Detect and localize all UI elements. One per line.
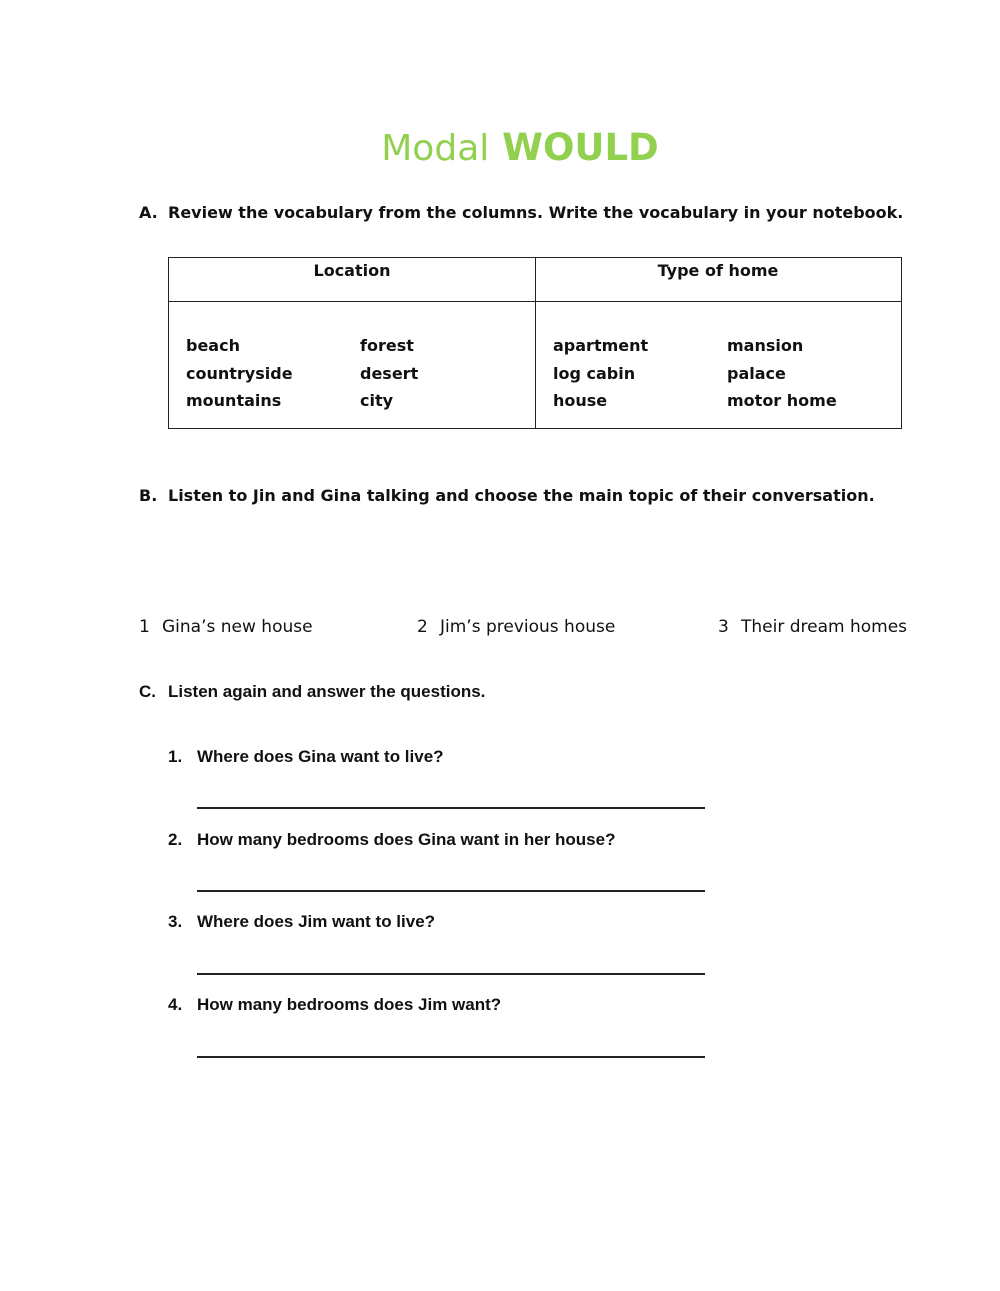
- question-number: 2.: [168, 830, 183, 849]
- vocabulary-table: [168, 257, 902, 429]
- vocab-word: motor home: [727, 391, 837, 410]
- vocab-word: log cabin: [553, 363, 636, 383]
- topic-option-2[interactable]: [417, 617, 615, 637]
- section-a-text: Review the vocabulary from the columns. Write the vocabulary in your notebook.: [168, 203, 904, 222]
- section-b-text: Listen to Jin and Gina talking and choose the main topic of their conversation.: [168, 486, 875, 505]
- vocab-word: apartment: [553, 336, 649, 355]
- option-number: 3: [718, 617, 729, 637]
- section-a-letter: A.: [139, 203, 158, 222]
- question-3: [168, 912, 435, 932]
- question-number: 1.: [168, 747, 183, 766]
- vocab-word: beach: [186, 336, 240, 355]
- answer-line-3[interactable]: [197, 957, 705, 975]
- answer-line-2[interactable]: [197, 874, 705, 892]
- section-c-letter: C.: [139, 682, 156, 701]
- type-column-2: [727, 332, 837, 415]
- answer-line-4[interactable]: [197, 1040, 705, 1058]
- question-text: Where does Jim want to live?: [197, 912, 436, 931]
- answer-line-1[interactable]: [197, 791, 705, 809]
- vocab-word: desert: [360, 363, 419, 383]
- option-label: Their dream homes: [741, 617, 908, 637]
- table-divider-horizontal: [169, 301, 901, 302]
- type-column-1: [553, 332, 648, 415]
- section-c-instruction: [139, 682, 485, 702]
- title-modal: Modal: [381, 128, 490, 169]
- question-4: [168, 995, 501, 1015]
- section-a-instruction: [139, 203, 903, 222]
- location-column-1: [186, 332, 293, 415]
- location-column-2: [360, 332, 418, 415]
- location-header: Location: [313, 261, 391, 280]
- question-text: How many bedrooms does Gina want in her house?: [197, 830, 616, 849]
- type-header: Type of home: [657, 261, 779, 280]
- vocab-word: house: [553, 391, 608, 410]
- vocab-word: city: [360, 391, 394, 410]
- section-b-letter: B.: [139, 486, 158, 505]
- question-1: [168, 747, 444, 767]
- page-title: [0, 126, 1000, 169]
- vocab-word: mountains: [186, 391, 282, 410]
- section-c-text: Listen again and answer the questions.: [168, 682, 486, 701]
- question-2: [168, 830, 615, 850]
- vocab-word: countryside: [186, 363, 293, 383]
- option-label: Jim’s previous house: [440, 617, 616, 637]
- question-number: 4.: [168, 995, 183, 1014]
- question-text: Where does Gina want to live?: [197, 747, 444, 766]
- vocab-word: mansion: [727, 336, 804, 355]
- title-would: WOULD: [502, 126, 659, 169]
- vocab-word: forest: [360, 336, 414, 355]
- question-text: How many bedrooms does Jim want?: [197, 995, 502, 1014]
- topic-option-3[interactable]: [718, 617, 907, 637]
- table-divider-vertical: [535, 258, 536, 428]
- option-label: Gina’s new house: [162, 617, 313, 637]
- vocab-word: palace: [727, 363, 786, 383]
- question-number: 3.: [168, 912, 183, 931]
- option-number: 1: [139, 617, 150, 637]
- section-b-instruction: [139, 486, 875, 505]
- option-number: 2: [417, 617, 428, 637]
- topic-option-1[interactable]: [139, 617, 313, 637]
